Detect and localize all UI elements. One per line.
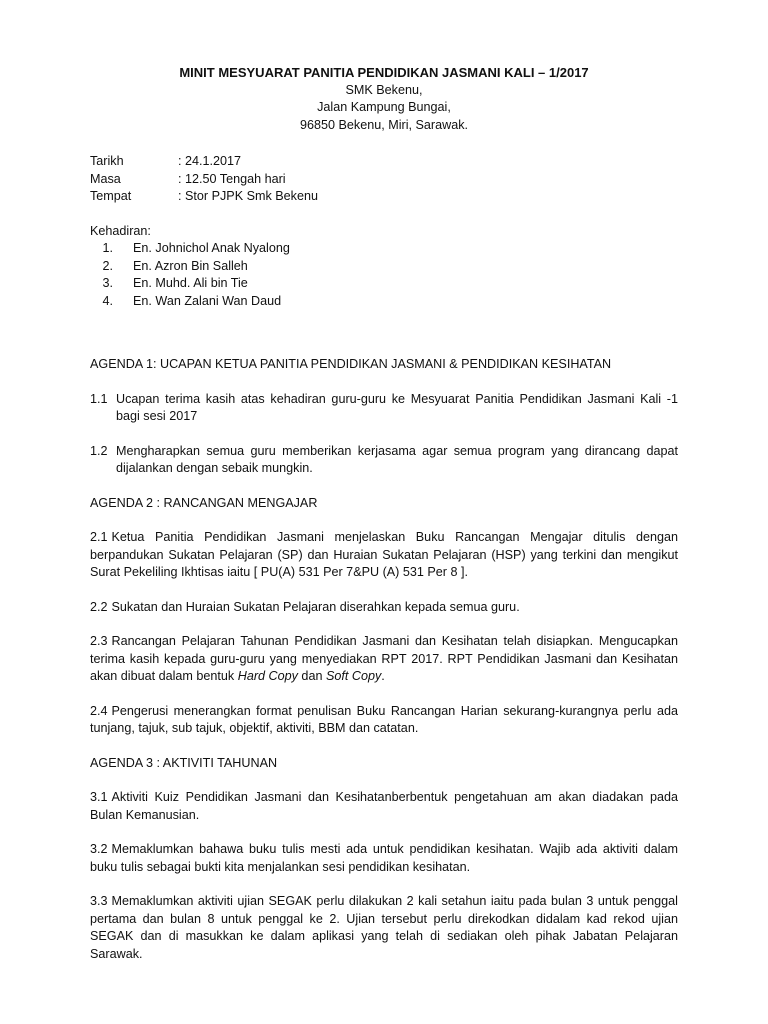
item-text-part: Rancangan Pelajaran Tahunan Pendidikan Jasmani dan Kesihatan telah disiapkan. Mengucapkan terima kasih kepada guru-guru yang menyediakan RPT 2017. RPT Pendidikan Jasmani dan Kesihatan akan dibuat dalam bentuk [90,634,678,683]
item-number: 2.2 [90,599,108,614]
meeting-details [90,153,678,206]
attendee-name: En. Johnichol Anak Nyalong [133,241,290,255]
school-name: SMK Bekenu, [345,82,423,97]
attendance-section [90,223,678,311]
agenda-item-2-3 [90,633,678,686]
item-number: 2.4 [90,703,108,718]
attendee-number: 3. [102,276,113,290]
school-street: Jalan Kampung Bungai, [317,100,451,114]
agenda-item-1-2 [90,443,678,478]
agenda-item-3-1 [90,789,678,824]
item-number: 3.2 [90,842,108,856]
item-number: 3.3 [90,894,108,908]
agenda-2-heading: AGENDA 2 : RANCANGAN MENGAJAR [90,495,318,510]
attendee-number: 4. [102,293,113,308]
attendee-item [90,293,678,311]
attendee-number: 1. [102,241,113,255]
attendee-item [90,258,678,276]
place-label: Tempat [90,189,132,203]
meta-row-time [90,171,678,189]
item-emphasis-soft-copy: Soft Copy [325,669,382,683]
time-value: : 12.50 Tengah hari [178,171,286,186]
item-number: 2.1 [90,530,108,544]
attendee-name: En. Muhd. Ali bin Tie [133,276,248,290]
agenda-3-heading: AGENDA 3 : AKTIVITI TAHUNAN [90,755,278,770]
date-label: Tarikh [90,154,124,168]
agenda-item-2-2 [90,599,678,617]
document-header [90,64,678,134]
item-text: Ketua Panitia Pendidikan Jasmani menjelaskan Buku Rancangan Mengajar ditulis dengan berpandukan Sukatan Pelajaran (SP) dan Huraian Sukatan Pelajaran (HSP) yang terkini dan mengikut Surat Pekeliling Ikhtisas iaitu [ PU(A) 531 Per 7&PU (A) 531 Per 8 ]. [90,530,678,579]
item-number: 1.2 [90,443,108,458]
item-emphasis-hard-copy: Hard Copy [237,669,298,683]
attendance-heading: Kehadiran: [90,223,151,238]
item-text: Ucapan terima kasih atas kehadiran guru-guru ke Mesyuarat Panitia Pendidikan Jasmani Kali -1 bagi sesi 2017 [116,391,678,423]
agenda-item-3-3 [90,893,678,963]
item-text: Aktiviti Kuiz Pendidikan Jasmani dan Kesihatanberbentuk pengetahuan am akan diadakan pada Bulan Kemanusian. [90,790,678,822]
school-city: 96850 Bekenu, Miri, Sarawak. [299,117,468,132]
meta-row-date [90,153,678,171]
item-text: Memaklumkan aktiviti ujian SEGAK perlu dilakukan 2 kali setahun iaitu pada bulan 3 untuk penggal pertama dan bulan 8 untuk penggal ke 2. Ujian tersebut perlu direkodkan didalam kad rekod ujian SEGAK dan di masukkan ke dalam aplikasi yang telah di sediakan oleh pihak Jabatan Pelajaran Sarawak. [90,894,678,961]
item-text: Pengerusi menerangkan format penulisan Buku Rancangan Harian sekurang-kurangnya perlu ada tunjang, tajuk, sub tajuk, objektif, aktiviti, BBM dan catatan. [90,703,678,735]
agenda-1-heading: AGENDA 1: UCAPAN KETUA PANITIA PENDIDIKAN JASMANI & PENDIDIKAN KESIHATAN [90,357,612,371]
item-number: 1.1 [90,391,108,406]
agenda-item-2-4 [90,703,678,738]
date-value: : 24.1.2017 [178,154,242,168]
meta-row-place [90,188,678,206]
agenda-item-2-1 [90,529,678,582]
attendee-item [90,275,678,293]
attendee-name: En. Wan Zalani Wan Daud [133,293,282,308]
item-text: Memaklumkan bahawa buku tulis mesti ada untuk pendidikan kesihatan. Wajib ada aktiviti dalam buku tulis sebagai bukti kita menjalankan sesi pendidikan kesihatan. [90,842,678,874]
agenda-item-1-1 [90,391,678,426]
item-text: Sukatan dan Huraian Sukatan Pelajaran diserahkan kepada semua guru. [111,599,520,614]
minutes-document [90,64,678,963]
attendee-item [90,240,678,258]
attendance-list [90,240,678,310]
item-text-part: . [381,669,385,683]
place-value: : Stor PJPK Smk Bekenu [178,189,318,203]
attendee-number: 2. [102,258,113,273]
attendee-name: En. Azron Bin Salleh [133,258,248,273]
item-text-part: dan [297,669,326,683]
item-number: 2.3 [90,634,108,648]
document-title: MINIT MESYUARAT PANITIA PENDIDIKAN JASMANI KALI – 1/2017 [179,65,589,80]
item-number: 3.1 [90,790,108,804]
time-label: Masa [90,171,121,186]
agenda-item-3-2 [90,841,678,876]
item-text: Mengharapkan semua guru memberikan kerjasama agar semua program yang dirancang dapat dijalankan dengan sebaik mungkin. [116,443,678,475]
